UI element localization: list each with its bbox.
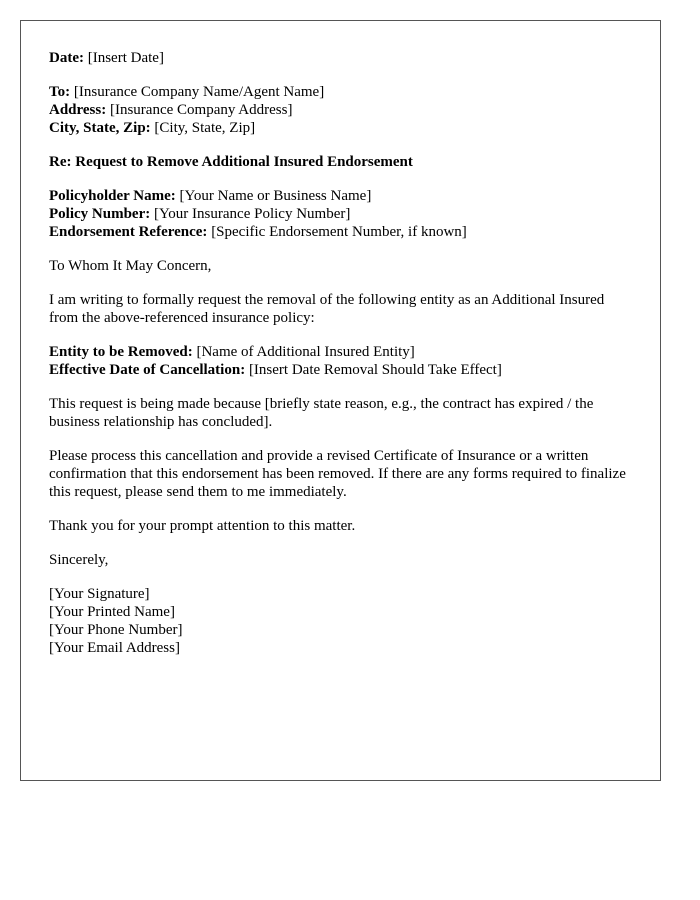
signature: [Your Signature] [49, 586, 150, 602]
signature-block [49, 585, 632, 657]
to-value: [Insurance Company Name/Agent Name] [73, 84, 325, 100]
subject-line [49, 153, 632, 171]
thanks-paragraph: Thank you for your prompt attention to this matter. [49, 518, 356, 534]
endorsement-line [49, 223, 632, 241]
city-value: [City, State, Zip] [154, 120, 256, 136]
address-line [49, 101, 632, 119]
email-address: [Your Email Address] [49, 640, 180, 656]
policy-block [49, 187, 632, 241]
entity-value: [Name of Additional Insured Entity] [196, 344, 415, 360]
to-line [49, 83, 632, 101]
to-label: To: [49, 84, 71, 100]
phone-number: [Your Phone Number] [49, 622, 183, 638]
entity-line [49, 343, 632, 361]
date-value: [Insert Date] [87, 50, 164, 66]
policy-number-value: [Your Insurance Policy Number] [153, 206, 351, 222]
subject-text: Re: Request to Remove Additional Insured Endorsement [49, 154, 413, 170]
city-line [49, 119, 632, 137]
salutation: To Whom It May Concern, [49, 258, 212, 274]
effective-date-value: [Insert Date Removal Should Take Effect] [248, 362, 502, 378]
date-line [49, 49, 632, 67]
policy-number-line [49, 205, 632, 223]
city-label: City, State, Zip: [49, 120, 151, 136]
effective-date-label: Effective Date of Cancellation: [49, 362, 246, 378]
intro-paragraph: I am writing to formally request the removal of the following entity as an Additional Insured from the above-referenced insurance policy: [49, 292, 605, 326]
reason-paragraph: This request is being made because [briefly state reason, e.g., the contract has expired / the business relationship has concluded]. [49, 396, 594, 430]
date-label: Date: [49, 50, 84, 66]
entity-block [49, 343, 632, 379]
policyholder-value: [Your Name or Business Name] [179, 188, 372, 204]
policy-number-label: Policy Number: [49, 206, 151, 222]
address-label: Address: [49, 102, 107, 118]
entity-label: Entity to be Removed: [49, 344, 193, 360]
request-paragraph: Please process this cancellation and provide a revised Certificate of Insurance or a written confirmation that this endorsement has been removed. If there are any forms required to finalize this request, please send them to me immediately. [49, 448, 626, 500]
recipient-block [49, 83, 632, 137]
endorsement-label: Endorsement Reference: [49, 224, 208, 240]
printed-name: [Your Printed Name] [49, 604, 175, 620]
address-value: [Insurance Company Address] [109, 102, 293, 118]
endorsement-value: [Specific Endorsement Number, if known] [211, 224, 467, 240]
policyholder-label: Policyholder Name: [49, 188, 176, 204]
effective-date-line [49, 361, 632, 379]
closing: Sincerely, [49, 552, 109, 568]
letter-document [20, 20, 661, 781]
policyholder-line [49, 187, 632, 205]
